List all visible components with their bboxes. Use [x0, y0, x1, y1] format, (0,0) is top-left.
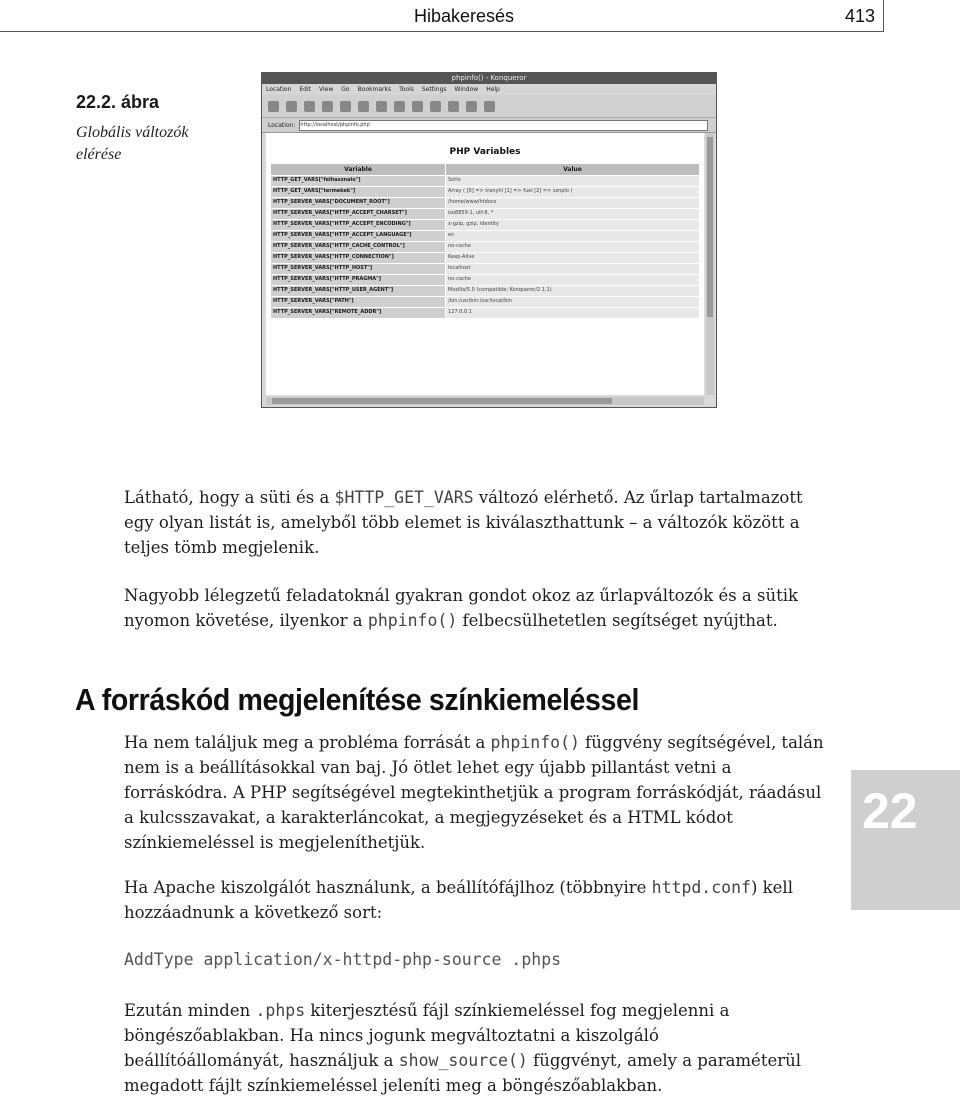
paragraph: Nagyobb lélegzetű feladatoknál gyakran gondot okoz az űrlapváltozók és a sütik nyomon követése, ilyenkor a phpinfo() felbecsülhetetlen segítséget nyújthat. — [124, 586, 799, 630]
location-bar — [262, 118, 716, 133]
header-rule — [0, 31, 884, 32]
table-header-value: Value — [446, 164, 700, 176]
table-row — [271, 264, 700, 275]
paste-icon[interactable] — [394, 101, 405, 112]
variable-name-cell: HTTP_SERVER_VARS["HTTP_ACCEPT_CHARSET"] — [271, 209, 446, 220]
variable-value-cell: no-cache — [446, 275, 700, 286]
table-row — [271, 275, 700, 286]
table-row — [271, 286, 700, 297]
forward-icon[interactable] — [286, 101, 297, 112]
variable-value-cell: Mozilla/5.0 (compatible; Konqueror/2.1.1) — [446, 286, 700, 297]
variable-name-cell: HTTP_SERVER_VARS["HTTP_CONNECTION"] — [271, 253, 446, 264]
location-input[interactable]: http://localhost/phpinfo.php — [299, 120, 708, 131]
window-title: phpinfo() - Konqueror — [262, 73, 716, 84]
home-icon[interactable] — [322, 101, 333, 112]
horizontal-scrollbar[interactable] — [266, 397, 704, 405]
php-variables-heading: PHP Variables — [449, 147, 521, 157]
vertical-scrollbar[interactable] — [706, 133, 714, 395]
variable-value-cell: iso8859-1, utf-8, * — [446, 209, 700, 220]
zoom-in-icon[interactable] — [448, 101, 459, 112]
up-icon[interactable] — [304, 101, 315, 112]
stop-icon[interactable] — [430, 101, 441, 112]
variable-name-cell: HTTP_SERVER_VARS["PATH"] — [271, 297, 446, 308]
variable-name-cell: HTTP_SERVER_VARS["HTTP_HOST"] — [271, 264, 446, 275]
figure-number: 22.2. ábra — [76, 92, 160, 112]
header-vertical-rule — [883, 0, 884, 32]
page-number: 413 — [845, 6, 876, 26]
table-header-variable: Variable — [271, 164, 446, 176]
menu-item[interactable]: View — [319, 86, 334, 93]
cut-icon[interactable] — [358, 101, 369, 112]
variable-name-cell: HTTP_SERVER_VARS["HTTP_CACHE_CONTROL"] — [271, 242, 446, 253]
zoom-out-icon[interactable] — [466, 101, 477, 112]
chapter-number: 22 — [862, 783, 918, 839]
scroll-thumb[interactable] — [707, 137, 713, 317]
menu-item[interactable]: Settings — [421, 86, 447, 93]
table-row — [271, 297, 700, 308]
variable-name-cell: HTTP_SERVER_VARS["REMOTE_ADDR"] — [271, 308, 446, 319]
menu-item[interactable]: Location — [266, 86, 292, 93]
menu-item[interactable]: Window — [454, 86, 479, 93]
menu-item[interactable]: Bookmarks — [357, 86, 392, 93]
running-header-title: Hibakeresés — [414, 6, 515, 26]
variable-name-cell: HTTP_SERVER_VARS["HTTP_USER_AGENT"] — [271, 286, 446, 297]
page-content — [266, 133, 704, 395]
table-row — [271, 308, 700, 319]
variable-value-cell: 127.0.0.1 — [446, 308, 700, 319]
table-row — [271, 209, 700, 220]
scroll-thumb[interactable] — [272, 398, 612, 404]
code-line: AddType application/x-httpd-php-source .phps — [124, 950, 562, 969]
variable-name-cell: HTTP_SERVER_VARS["HTTP_PRAGMA"] — [271, 275, 446, 286]
variable-value-cell: /bin:/usr/bin:/usr/local/bin — [446, 297, 700, 308]
paragraph: Ha nem találjuk meg a probléma forrását a phpinfo() függvény segítségével, talán nem is a beállításokkal van baj. Jó ötlet lehet egy újabb pillantást vetni a forráskódra. A PHP segítségével megtekinthetjük a program forráskódját, ráadásul a kulcsszavakat, a karakterláncokat, a megjegyzéseket és a HTML kódot színkiemeléssel is megjeleníthetjük. — [124, 733, 824, 852]
table-row — [271, 231, 700, 242]
table-row — [271, 220, 700, 231]
variable-value-cell: /home/www/htdocs — [446, 198, 700, 209]
variable-name-cell: HTTP_SERVER_VARS["HTTP_ACCEPT_LANGUAGE"] — [271, 231, 446, 242]
browser-screenshot — [261, 72, 717, 408]
toolbar — [262, 95, 716, 118]
variable-value-cell: no-cache — [446, 242, 700, 253]
reload-icon[interactable] — [340, 101, 351, 112]
find-icon[interactable] — [484, 101, 495, 112]
paragraph: Látható, hogy a süti és a $HTTP_GET_VARS változó elérhető. Az űrlap tartalmazott egy olyan listát is, amelyből több elemet is kiválaszthattunk – a változók között a teljes tömb megjelenik. — [124, 488, 803, 557]
variable-value-cell: localhost — [446, 264, 700, 275]
paragraph: Ha Apache kiszolgálót használunk, a beállítófájlhoz (többnyire httpd.conf) kell hozzáadnunk a következő sort: — [124, 878, 793, 922]
variable-name-cell: HTTP_SERVER_VARS["HTTP_ACCEPT_ENCODING"] — [271, 220, 446, 231]
figure-caption: Globális változók elérése — [76, 124, 189, 163]
variable-name-cell: HTTP_GET_VARS["termekek"] — [271, 187, 446, 198]
menu-item[interactable]: Tools — [399, 86, 414, 93]
variable-value-cell: x-gzip, gzip, identity — [446, 220, 700, 231]
variable-value-cell: Array ( [0] => tranyhl [1] => fuel [2] => sznplo ) — [446, 187, 700, 198]
copy-icon[interactable] — [376, 101, 387, 112]
table-row — [271, 198, 700, 209]
variable-name-cell: HTTP_GET_VARS["felhasznalo"] — [271, 176, 446, 187]
section-heading: A forráskód megjelenítése színkiemeléssel — [75, 682, 640, 717]
table-row — [271, 176, 700, 187]
variable-name-cell: HTTP_SERVER_VARS["DOCUMENT_ROOT"] — [271, 198, 446, 209]
location-label: Location: — [268, 121, 296, 129]
menu-item[interactable]: Edit — [299, 86, 312, 93]
menu-bar — [262, 84, 716, 95]
table-row — [271, 187, 700, 198]
table-row — [271, 253, 700, 264]
menu-item[interactable]: Go — [341, 86, 350, 93]
menu-item[interactable]: Help — [486, 86, 500, 93]
variable-value-cell: Keep-Alive — [446, 253, 700, 264]
back-icon[interactable] — [268, 101, 279, 112]
variable-value-cell: Sotlo — [446, 176, 700, 187]
variables-table — [270, 163, 700, 319]
print-icon[interactable] — [412, 101, 423, 112]
table-row — [271, 242, 700, 253]
paragraph: Ezután minden .phps kiterjesztésű fájl színkiemeléssel fog megjelenni a böngészőablakban. Ha nincs jogunk megváltoztatni a kiszolgáló beállítóállományát, használjuk a show_source() függvényt, amely a paraméterül megadott fájlt színkiemeléssel jeleníti meg a böngészőablakban. — [124, 1001, 802, 1095]
variable-value-cell: en — [446, 231, 700, 242]
